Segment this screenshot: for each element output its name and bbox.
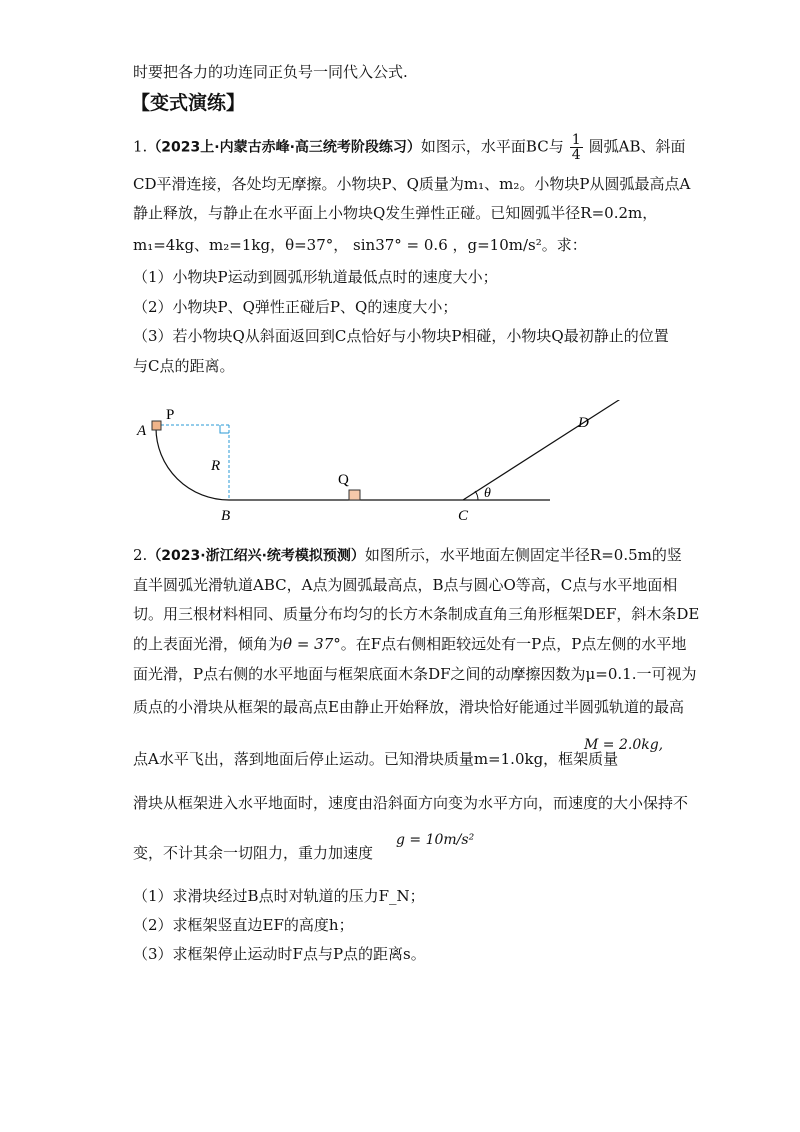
- q2-line-6: 质点的小滑块从框架的最高点E由静止开始释放，滑块恰好能通过半圆弧轨道的最高: [133, 698, 684, 716]
- q2-sub-question-2: （2）求框架竖直边EF的高度h；: [133, 916, 354, 934]
- block-p: [152, 421, 161, 430]
- q1-sub-question-1: （1）小物块P运动到圆弧形轨道最低点时的速度大小；: [133, 268, 498, 286]
- q2-line-3: 切。用三根材料相同、质量分布均匀的长方木条制成直角三角形框架DEF，斜木条DE: [133, 605, 700, 623]
- label-a: A: [137, 423, 147, 439]
- incline-cd: [463, 400, 622, 500]
- right-angle-mark: [220, 425, 229, 433]
- q1-line-2: CD平滑连接，各处均无摩擦。小物块P、Q质量为m₁、m₂。小物块P从圆弧最高点A: [133, 175, 691, 193]
- q2-sub-question-3: （3）求框架停止运动时F点与P点的距离s。: [133, 945, 426, 963]
- angle-arc: [475, 491, 478, 500]
- q1-text-1b: 圆弧AB、斜面: [588, 137, 686, 156]
- q1-line-3: 静止释放，与静止在水平面上小物块Q发生弹性正碰。已知圆弧半径R=0.2m，: [133, 204, 658, 222]
- q2-text-4a: 的上表面光滑，倾角为: [133, 635, 284, 653]
- q1-number: 1.: [133, 137, 148, 156]
- label-theta: θ: [484, 486, 491, 501]
- q1-figure: [0, 400, 800, 540]
- theta-formula: θ = 37°: [283, 635, 341, 653]
- q2-text-4b: 。在F点右侧相距较远处有一P点，P点左侧的水平地: [340, 635, 687, 653]
- q1-source: （2023上·内蒙古赤峰·高三统考阶段练习）: [147, 139, 421, 156]
- fraction-numerator: 1: [571, 132, 581, 148]
- label-q: Q: [338, 472, 349, 488]
- q2-line-1: [133, 545, 682, 566]
- label-d: D: [578, 415, 589, 431]
- q2-sub-question-1: （1）求滑块经过B点时对轨道的压力F_N；: [133, 887, 425, 905]
- label-b: B: [221, 508, 231, 524]
- section-heading: 【变式演练】: [131, 92, 246, 114]
- block-q: [349, 490, 360, 500]
- mass-formula: M = 2.0kg,: [584, 737, 664, 753]
- gravity-formula: g = 10m/s²: [396, 832, 475, 848]
- q1-text-1a: 如图示，水平面BC与: [420, 137, 564, 156]
- q1-line-1: [133, 133, 685, 162]
- q1-sub-question-3b: 与C点的距离。: [133, 357, 235, 375]
- intro-line: 时要把各力的功连同正负号一同代入公式.: [133, 63, 408, 81]
- label-r: R: [211, 458, 221, 474]
- q2-text-1: 如图所示，水平地面左侧固定半径R=0.5m的竖: [364, 546, 682, 564]
- q2-number: 2.: [133, 546, 148, 564]
- q1-sub-question-3a: （3）若小物块Q从斜面返回到C点恰好与小物块P相碰，小物块Q最初静止的位置: [133, 327, 669, 345]
- q2-source: （2023·浙江绍兴·统考模拟预测）: [147, 548, 365, 564]
- q2-line-7: 点A水平飞出，落到地面后停止运动。已知滑块质量m=1.0kg，框架质量: [133, 750, 619, 768]
- label-p: P: [166, 407, 175, 423]
- q1-sub-question-2: （2）小物块P、Q弹性正碰后P、Q的速度大小；: [133, 298, 458, 316]
- q2-line-8: 滑块从框架进入水平地面时，速度由沿斜面方向变为水平方向，而速度的大小保持不: [133, 794, 689, 812]
- q2-line-9: 变，不计其余一切阻力，重力加速度: [133, 844, 374, 862]
- q1-line-4: m₁=4kg、m₂=1kg，θ=37°， sin37° = 0.6 ，g=10m/s²。求：: [133, 236, 587, 254]
- q2-line-2: 直半圆弧光滑轨道ABC，A点为圆弧最高点，B点与圆心O等高，C点与水平地面相: [133, 576, 678, 594]
- q2-line-4: [133, 634, 686, 654]
- fraction-denominator: 4: [571, 147, 581, 163]
- label-c: C: [458, 508, 469, 524]
- quarter-fraction: [570, 133, 583, 162]
- q2-line-5: 面光滑，P点右侧的水平地面与框架底面木条DF之间的动摩擦因数为μ=0.1.一可视为: [133, 665, 697, 683]
